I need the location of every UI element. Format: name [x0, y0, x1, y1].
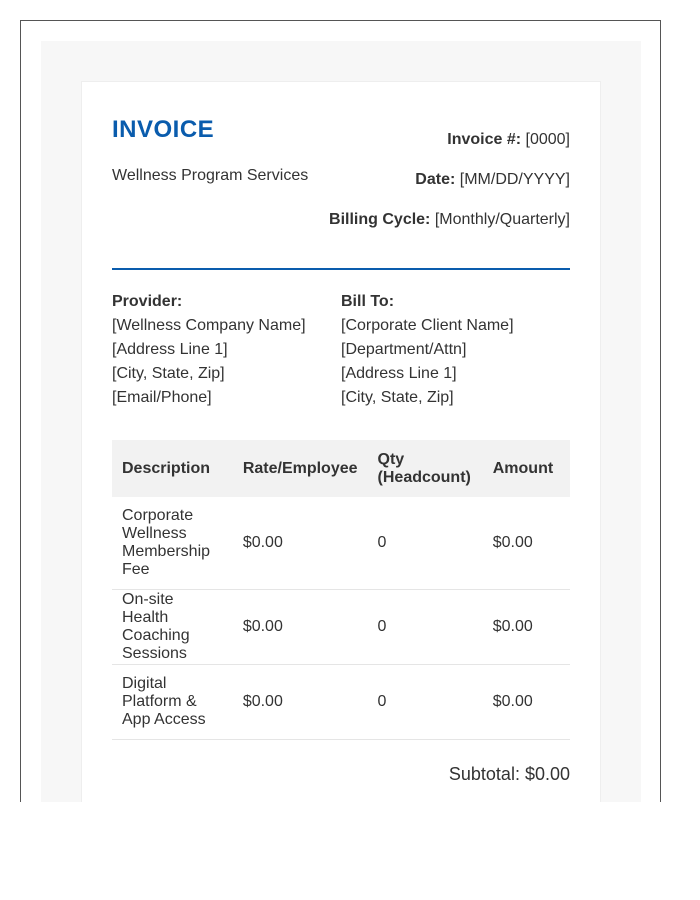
invoice-number-row — [447, 131, 570, 149]
item-description: On-site Health Coaching Sessions — [112, 590, 233, 665]
provider-line: [Email/Phone] — [112, 389, 212, 406]
provider-block — [112, 290, 341, 410]
subtotal: Subtotal: $0.00 — [448, 764, 570, 784]
column-header-rate: Rate/Employee — [233, 440, 368, 497]
item-rate: $0.00 — [233, 665, 368, 740]
line-items-table — [112, 440, 570, 740]
billing-cycle-value: [Monthly/Quarterly] — [434, 211, 570, 228]
bill-to-line: [Corporate Client Name] — [341, 317, 514, 334]
billing-cycle-row — [329, 211, 570, 229]
provider-line: [City, State, Zip] — [112, 365, 225, 382]
bill-to-line: [Address Line 1] — [341, 365, 457, 382]
item-rate: $0.00 — [233, 590, 368, 665]
item-amount: $0.00 — [483, 497, 570, 590]
document-frame — [20, 20, 661, 802]
table-row — [112, 590, 570, 665]
column-header-description: Description — [112, 440, 233, 497]
invoice-date-value: [MM/DD/YYYY] — [459, 171, 570, 188]
bill-to-label: Bill To: — [341, 293, 395, 310]
item-rate: $0.00 — [233, 497, 368, 590]
bill-to-line: [Department/Attn] — [341, 341, 467, 358]
invoice-number-value: [0000] — [525, 131, 570, 148]
header-divider — [112, 268, 570, 270]
item-description: Digital Platform & App Access — [112, 665, 233, 740]
table-header-row — [112, 440, 570, 497]
provider-label: Provider: — [112, 293, 183, 310]
invoice-number-label: Invoice #: — [447, 131, 522, 148]
item-amount: $0.00 — [483, 590, 570, 665]
invoice-header — [112, 82, 570, 268]
item-qty: 0 — [368, 665, 483, 740]
table-row — [112, 665, 570, 740]
bill-to-block — [341, 290, 570, 410]
invoice-sheet — [81, 81, 601, 802]
document-backdrop — [41, 41, 641, 802]
item-amount: $0.00 — [483, 665, 570, 740]
column-header-amount: Amount — [483, 440, 570, 497]
bill-to-line: [City, State, Zip] — [341, 389, 454, 406]
provider-line: [Address Line 1] — [112, 341, 228, 358]
item-qty: 0 — [368, 590, 483, 665]
provider-line: [Wellness Company Name] — [112, 317, 306, 334]
parties-section — [112, 290, 570, 410]
invoice-title: INVOICE — [112, 116, 215, 143]
item-qty: 0 — [368, 497, 483, 590]
table-row — [112, 497, 570, 590]
invoice-subtitle: Wellness Program Services — [112, 167, 309, 184]
invoice-date-label: Date: — [415, 171, 456, 188]
invoice-date-row — [415, 171, 570, 189]
billing-cycle-label: Billing Cycle: — [329, 211, 431, 228]
item-description: Corporate Wellness Membership Fee — [112, 497, 233, 590]
column-header-qty: Qty (Headcount) — [368, 440, 483, 497]
